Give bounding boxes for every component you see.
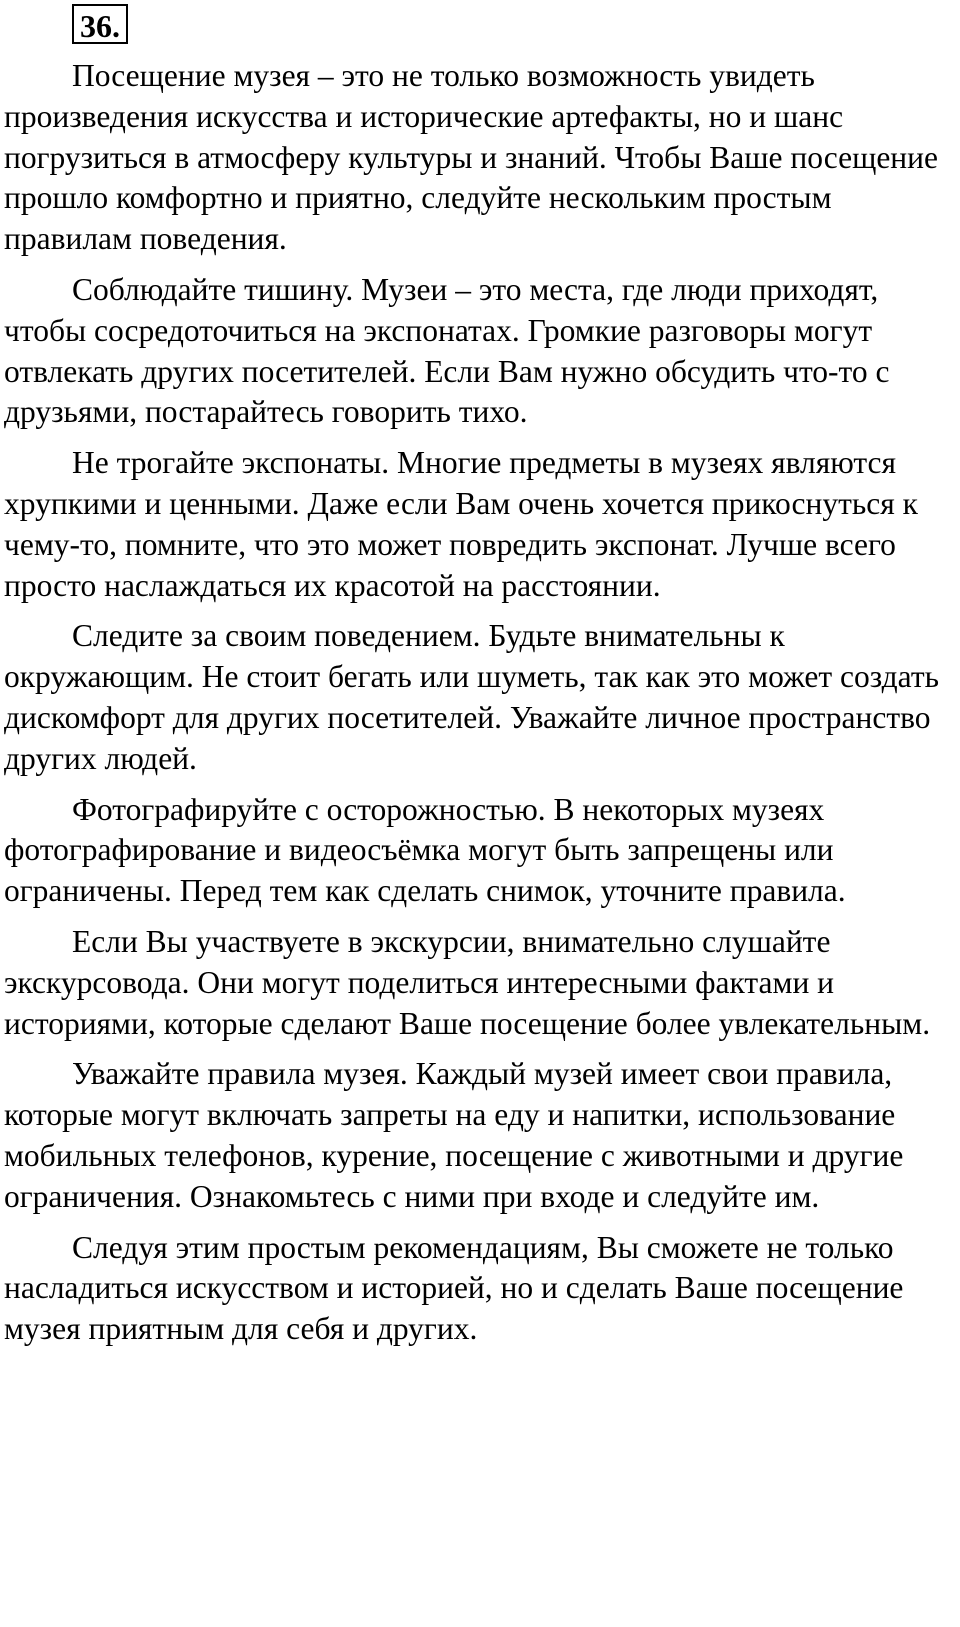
paragraph-intro: Посещение музея – это не только возможность увидеть произведения искусства и исторические артефакты, но и шанс погрузиться в атмосферу культуры и знаний. Чтобы Ваше посещение прошло комфортно и приятно, следуйте нескольким простым правилам поведения. [4,58,939,257]
paragraph-no-touch: Не трогайте экспонаты. Многие предметы в музеях являются хрупкими и ценными. Даже если Вам очень хочется прикоснуться к чему-то, помните, что это может повредить экспонат. Лучше всего просто наслаждаться их красотой на расстоянии. [4,445,918,603]
paragraph-photography: Фотографируйте с осторожностью. В некоторых музеях фотографирование и видеосъёмка могут быть запрещены или ограничены. Перед тем как сделать снимок, уточните правила. [4,791,846,909]
paragraph-behavior: Следите за своим поведением. Будьте внимательны к окружающим. Не стоит бегать или шуметь, так как это может создать дискомфорт для других посетителей. Уважайте личное пространство других людей. [4,618,939,776]
document-body [4,56,956,1360]
task-number: 36. [72,4,128,44]
paragraph-excursion: Если Вы участвуете в экскурсии, внимательно слушайте экскурсовода. Они могут поделиться интересными фактами и историями, которые сделают Ваше посещение более увлекательным. [4,923,931,1041]
paragraph-silence: Соблюдайте тишину. Музеи – это места, где люди приходят, чтобы сосредоточиться на экспонатах. Громкие разговоры могут отвлекать других посетителей. Если Вам нужно обсудить что-то с друзьями, постарайтесь говорить тихо. [4,271,890,430]
paragraph-conclusion: Следуя этим простым рекомендациям, Вы сможете не только насладиться искусством и историей, но и сделать Ваше посещение музея приятным для себя и других. [4,1229,904,1347]
paragraph-museum-rules: Уважайте правила музея. Каждый музей имеет свои правила, которые могут включать запреты на еду и напитки, использование мобильных телефонов, курение, посещение с животными и другие ограничения. Ознакомьтесь с ними при входе и следуйте им. [4,1056,904,1214]
